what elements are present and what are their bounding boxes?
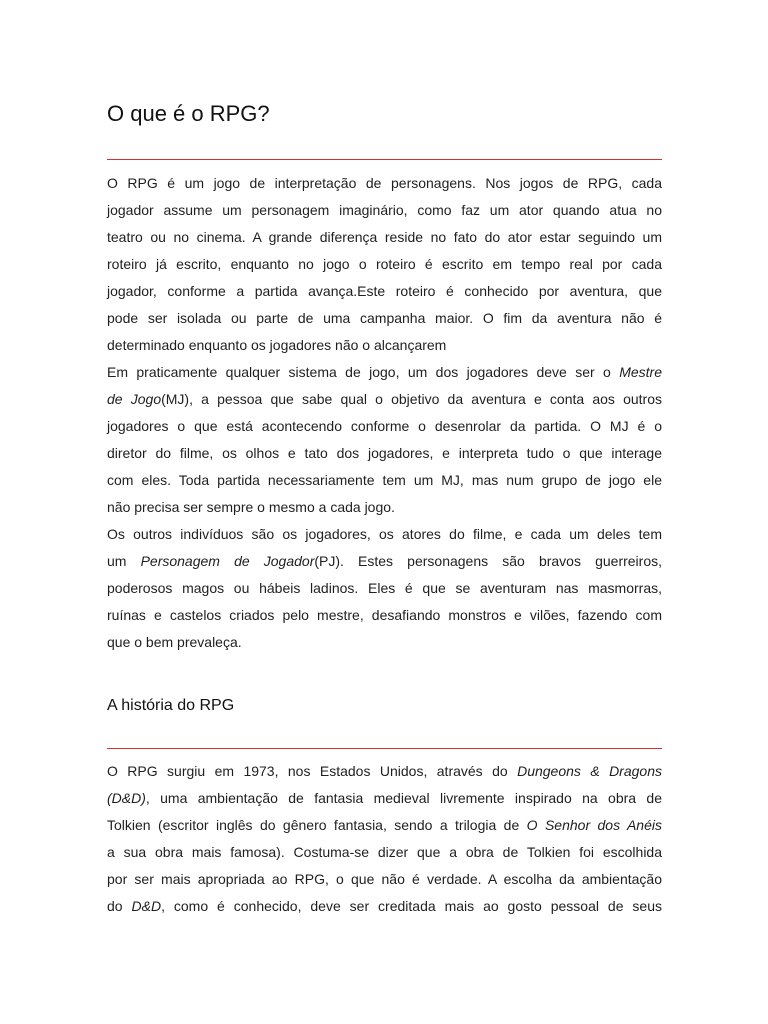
text-run: determinado enquanto os jogadores não o alcançarem <box>107 337 447 353</box>
text-run: por ser mais apropriada ao RPG, o que não é verdade. A escolha da ambientação <box>107 871 662 887</box>
section-body-what-is-rpg <box>107 170 662 656</box>
text-line <box>107 866 662 893</box>
text-line <box>107 785 662 812</box>
text-run: jogador, conforme a partida avança.Este roteiro é conhecido por aventura, que <box>107 283 662 299</box>
text-line <box>107 359 662 386</box>
text-run: teatro ou no cinema. A grande diferença reside no fato do ator estar seguindo um <box>107 229 662 245</box>
text-line <box>107 170 662 197</box>
text-run: O RPG surgiu em 1973, nos Estados Unidos, através do <box>107 763 518 779</box>
text-line <box>107 575 662 602</box>
text-line <box>107 467 662 494</box>
text-line <box>107 224 662 251</box>
italic-text-run: Dungeons & Dragons <box>517 763 662 779</box>
section-divider <box>107 159 662 160</box>
text-line <box>107 386 662 413</box>
section-divider <box>107 748 662 749</box>
text-run: Em praticamente qualquer sistema de jogo, um dos jogadores deve ser o <box>107 364 620 380</box>
text-line <box>107 278 662 305</box>
text-run: pode ser isolada ou parte de uma campanha maior. O fim da aventura não é <box>107 310 662 326</box>
text-run: Os outros indivíduos são os jogadores, os atores do filme, e cada um deles tem <box>107 526 662 542</box>
text-line <box>107 839 662 866</box>
text-run: um <box>107 553 141 569</box>
text-run: jogadores o que está acontecendo conforme o desenrolar da partida. O MJ é o <box>107 418 662 434</box>
text-line <box>107 494 662 521</box>
text-run: O RPG é um jogo de interpretação de personagens. Nos jogos de RPG, cada <box>107 175 662 191</box>
italic-text-run: de Jogo <box>107 391 162 407</box>
text-line <box>107 812 662 839</box>
text-line <box>107 893 662 920</box>
text-line <box>107 332 662 359</box>
text-run: com eles. Toda partida necessariamente tem um MJ, mas num grupo de jogo ele <box>107 472 662 488</box>
text-line <box>107 602 662 629</box>
text-line <box>107 521 662 548</box>
text-run: (MJ), a pessoa que sabe qual o objetivo da aventura e conta aos outros <box>161 391 662 407</box>
italic-text-run: Personagem de Jogador <box>140 553 315 569</box>
text-run: não precisa ser sempre o mesmo a cada jogo. <box>107 499 395 515</box>
text-run: roteiro já escrito, enquanto no jogo o roteiro é escrito em tempo real por cada <box>107 256 662 272</box>
text-run: jogador assume um personagem imaginário, como faz um ator quando atua no <box>107 202 662 218</box>
section-title-what-is-rpg: O que é o RPG? <box>107 101 270 126</box>
italic-text-run: Mestre <box>619 364 662 380</box>
section-body-rpg-history <box>107 758 662 920</box>
text-line <box>107 440 662 467</box>
text-run: , uma ambientação de fantasia medieval livremente inspirado na obra de <box>145 790 662 806</box>
text-line <box>107 305 662 332</box>
text-run: diretor do filme, os olhos e tato dos jogadores, e interpreta tudo o que interage <box>107 445 662 461</box>
text-line <box>107 758 662 785</box>
text-run: ruínas e castelos criados pelo mestre, desafiando monstros e vilões, fazendo com <box>107 607 662 623</box>
text-run: , como é conhecido, deve ser creditada mais ao gosto pessoal de seus <box>161 898 662 914</box>
text-run: do <box>107 898 132 914</box>
text-run: poderosos magos ou hábeis ladinos. Eles é que se aventuram nas masmorras, <box>107 580 662 596</box>
italic-text-run: O Senhor dos Anéis <box>526 817 662 833</box>
text-run: (PJ). Estes personagens são bravos guerreiros, <box>314 553 663 569</box>
italic-text-run: (D&D) <box>107 790 146 806</box>
text-line <box>107 629 662 656</box>
text-run: Tolkien (escritor inglês do gênero fantasia, sendo a trilogia de <box>107 817 527 833</box>
text-line <box>107 413 662 440</box>
text-run: que o bem prevaleça. <box>107 634 242 650</box>
text-run: a sua obra mais famosa). Costuma-se dizer que a obra de Tolkien foi escolhida <box>107 844 662 860</box>
text-line <box>107 251 662 278</box>
text-line <box>107 197 662 224</box>
italic-text-run: D&D <box>131 898 162 914</box>
text-line <box>107 548 662 575</box>
section-title-rpg-history: A história do RPG <box>107 697 235 714</box>
